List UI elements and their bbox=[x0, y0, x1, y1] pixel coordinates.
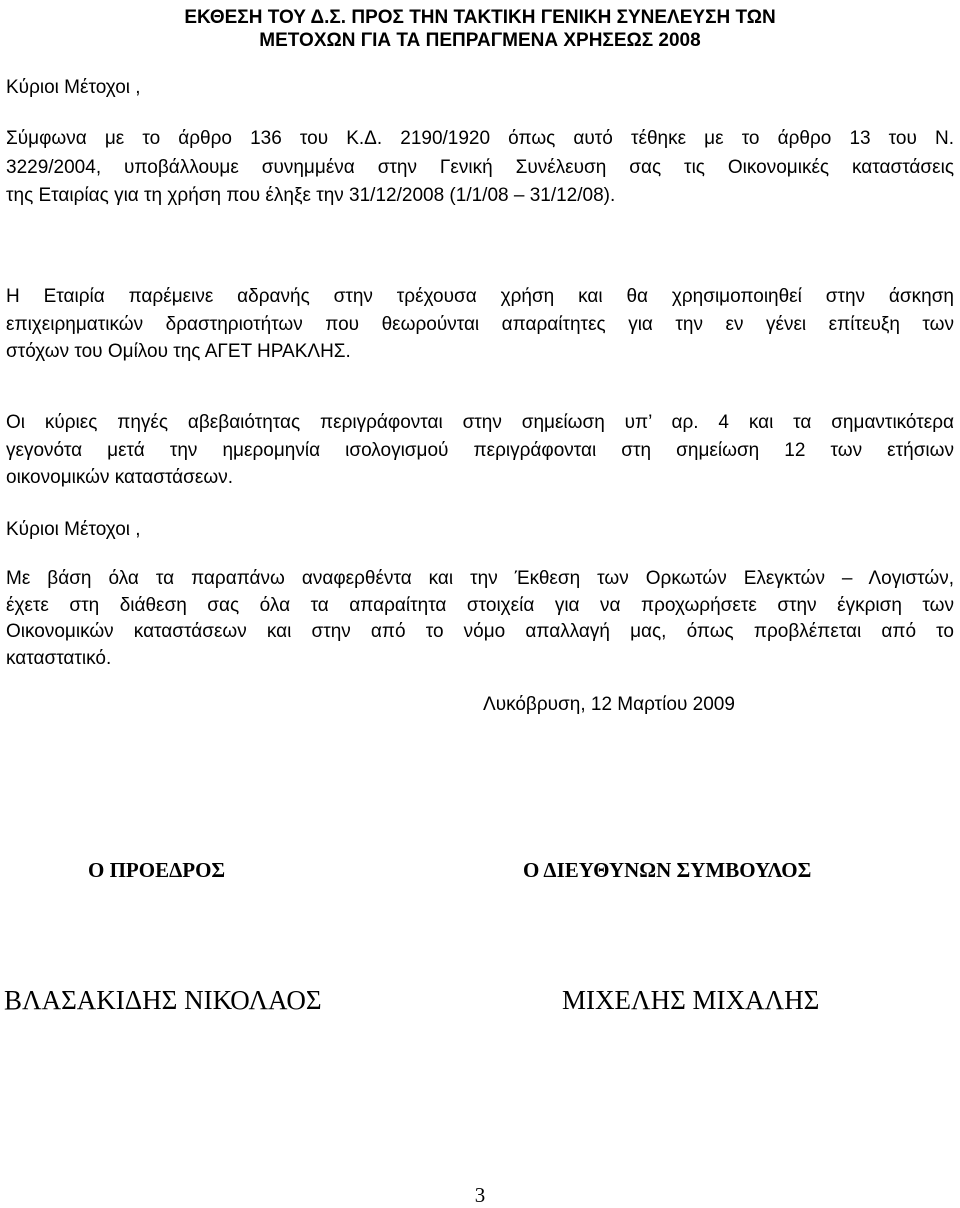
paragraph-2-line-1 bbox=[6, 284, 954, 310]
paragraph-2-line-3: στόχων του Ομίλου της ΑΓΕΤ ΗΡΑΚΛΗΣ. bbox=[6, 341, 351, 362]
place-date: Λυκόβρυση, 12 Μαρτίου 2009 bbox=[483, 694, 735, 715]
paragraph-3-line-1 bbox=[6, 410, 954, 436]
paragraph-4-line-4: καταστατικό. bbox=[6, 648, 112, 669]
paragraph-4-line-3-text: Οικονομικών καταστάσεων και στην από το νόμο απαλλαγή μας, όπως προβλέπεται από το bbox=[6, 621, 954, 642]
signature-title-right: Ο ΔΙΕΥΘΥΝΩΝ ΣΥΜΒΟΥΛΟΣ bbox=[523, 858, 812, 882]
paragraph-3-line-2 bbox=[6, 438, 954, 464]
signature-name-right: ΜΙΧΕΛΗΣ ΜΙΧΑΛΗΣ bbox=[562, 985, 820, 1015]
paragraph-4-line-1 bbox=[6, 566, 954, 592]
salutation-second: Κύριοι Μέτοχοι , bbox=[6, 519, 141, 540]
paragraph-4-line-3 bbox=[6, 619, 954, 645]
document-title-line-2: ΜΕΤΟΧΩΝ ΓΙΑ ΤΑ ΠΕΠΡΑΓΜΕΝΑ ΧΡΗΣΕΩΣ 2008 bbox=[259, 30, 701, 51]
paragraph-4-line-2 bbox=[6, 593, 954, 619]
paragraph-1-line-3: της Εταιρίας για τη χρήση που έληξε την 31/12/2008 (1/1/08 – 31/12/08). bbox=[6, 185, 616, 206]
paragraph-2-line-2 bbox=[6, 312, 954, 338]
paragraph-3-line-1-text: Οι κύριες πηγές αβεβαιότητας περιγράφονται στην σημείωση υπ’ αρ. 4 και τα σημαντικότερα bbox=[6, 412, 954, 433]
paragraph-1-line-2 bbox=[6, 155, 954, 181]
paragraph-3-line-3: οικονομικών καταστάσεων. bbox=[6, 467, 233, 488]
paragraph-1-line-1-text: Σύμφωνα με το άρθρο 136 του Κ.Δ. 2190/1920 όπως αυτό τέθηκε με το άρθρο 13 του Ν. bbox=[6, 128, 954, 149]
document-title-line-1: ΕΚΘΕΣΗ ΤΟΥ Δ.Σ. ΠΡΟΣ ΤΗΝ ΤΑΚΤΙΚΗ ΓΕΝΙΚΗ ΣΥΝΕΛΕΥΣΗ ΤΩΝ bbox=[184, 7, 776, 28]
signature-name-left: ΒΛΑΣΑΚΙΔΗΣ ΝΙΚΟΛΑΟΣ bbox=[4, 985, 322, 1015]
signature-title-left: Ο ΠΡΟΕΔΡΟΣ bbox=[88, 858, 226, 882]
salutation-first: Κύριοι Μέτοχοι , bbox=[6, 77, 141, 98]
paragraph-1-line-1 bbox=[6, 126, 954, 152]
paragraph-3-line-2-text: γεγονότα μετά την ημερομηνία ισολογισμού περιγράφονται στη σημείωση 12 των ετήσιων bbox=[6, 440, 954, 461]
paragraph-4-line-1-text: Με βάση όλα τα παραπάνω αναφερθέντα και την Έκθεση των Ορκωτών Ελεγκτών – Λογιστών, bbox=[6, 568, 954, 589]
page-number: 3 bbox=[474, 1183, 486, 1207]
paragraph-1-line-2-text: 3229/2004, υποβάλλουμε συνημμένα στην Γενική Συνέλευση σας τις Οικονομικές καταστάσεις bbox=[6, 157, 954, 178]
paragraph-4-line-2-text: έχετε στη διάθεση σας όλα τα απαραίτητα στοιχεία για να προχωρήσετε στην έγκριση των bbox=[6, 595, 954, 616]
paragraph-2-line-1-text: Η Εταιρία παρέμεινε αδρανής στην τρέχουσα χρήση και θα χρησιμοποιηθεί στην άσκηση bbox=[6, 286, 954, 307]
paragraph-2-line-2-text: επιχειρηματικών δραστηριοτήτων που θεωρούνται απαραίτητες για την εν γένει επίτευξη των bbox=[6, 314, 954, 335]
